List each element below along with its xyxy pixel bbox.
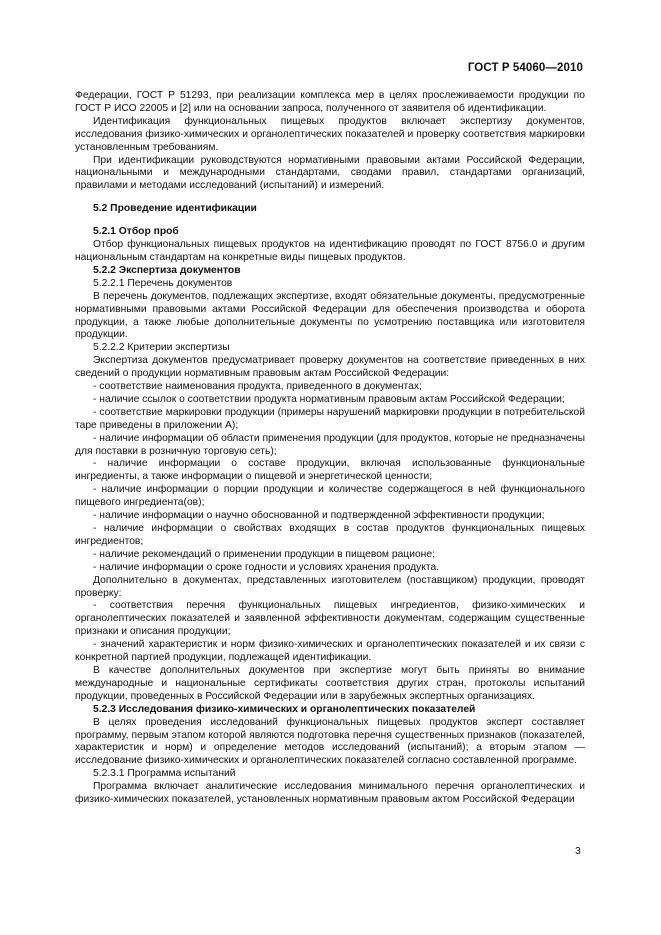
paragraph: Программа включает аналитические исследования минимального перечня органолептических и физико-химических показателей, установленных нормативным правовым актом Российской Федерации [75,781,585,806]
list-item: - наличие информации о порции продукции и количестве содержащегося в ней функционального пищевого ингредиента(ов); [75,484,585,509]
section-heading-5-2-3: 5.2.3 Исследования физико-химических и органолептических показателей [93,703,476,715]
paragraph: В целях проведения исследований функциональных пищевых продуктов эксперт составляет программу, первым этапом которой являются подготовка перечня существенных признаков (показателей, характеристик и норм) и определение методов исследований (испытаний); а вторым этапом — исследование физико-химических и органолептических показателей согласно составленной программе. [75,716,585,767]
section-heading-5-2-2: 5.2.2 Экспертиза документов [93,264,241,276]
paragraph: Идентификация функциональных пищевых продуктов включает экспертизу документов, исследования физико-химических и органолептических показателей и проверку соответствия маркировки установленным требованиям. [75,115,585,153]
list-item: - наличие информации о составе продукции, включая использованные функциональные ингредиенты, а также информации о пищевой и энергетической ценности; [75,458,585,483]
list-item: - наличие ссылок о соответствии продукта нормативным правовым актам Российской Федерации; [93,393,565,405]
document-code-header: ГОСТ Р 54060—2010 [467,62,583,74]
document-body [75,90,585,807]
list-item: - соответствие маркировки продукции (примеры нарушений маркировки продукции в потребительской таре приведены в приложении А); [75,406,585,431]
paragraph: Экспертиза документов предусматривает проверку документов на соответствие приведенных в них сведений о продукции нормативным правовым актам Российской Федерации: [75,355,585,380]
page-number: 3 [575,845,581,857]
paragraph: Дополнительно в документах, представленных изготовителем (поставщиком) продукции, проводят проверку: [75,574,585,599]
subsection-heading-5-2-3-1: 5.2.3.1 Программа испытаний [93,768,236,780]
paragraph: В качестве дополнительных документов при экспертизе могут быть приняты во внимание международные и национальные сертификаты соответствия других стран, протоколы испытаний продукции, проведенных в Российской Федерации или в зарубежных экспертных организациях. [75,664,585,702]
paragraph: Федерации, ГОСТ Р 51293, при реализации комплекса мер в целях прослеживаемости продукции по ГОСТ Р ИСО 22005 и [2] или на основании запроса, полученного от заявителя об идентификации. [75,90,585,114]
list-item: - соответствие наименования продукта, приведенного в документах; [93,381,422,393]
section-heading-5-2: 5.2 Проведение идентификации [93,203,257,215]
subsection-heading-5-2-2-1: 5.2.2.1 Перечень документов [93,277,233,289]
list-item: - значений характеристик и норм физико-химических и органолептических показателей и их связи с конкретной партией продукции, подлежащей идентификации. [75,639,585,664]
list-item: - наличие информации об области применения продукции (для продуктов, которые не предназначены для поставки в розничную торговую сеть); [75,432,585,457]
list-item: - наличие информации о сроке годности и условиях хранения продукта. [93,561,440,573]
paragraph: В перечень документов, подлежащих экспертизе, входят обязательные документы, предусмотренные нормативными правовыми актами Российской Федерации для обеспечения производства и оборота продукции, а также любые дополнительные документы по усмотрению поставщика или изготовителя продукции. [75,290,585,341]
paragraph: При идентификации руководствуются нормативными правовыми актами Российской Федерации, национальными и международными стандартами, сводами правил, стандартами организаций, правилами и методами исследований (испытаний) и измерений. [75,154,585,192]
subsection-heading-5-2-2-2: 5.2.2.2 Критерии экспертизы [93,342,230,354]
list-item: - наличие информации о научно обоснованной и подтвержденной эффективности продукции; [93,510,545,522]
section-heading-5-2-1: 5.2.1 Отбор проб [93,226,179,238]
paragraph: Отбор функциональных пищевых продуктов на идентификацию проводят по ГОСТ 8756.0 и другим национальным стандартам на конкретные виды пищевых продуктов. [75,239,585,263]
list-item: - соответствия перечня функциональных пищевых ингредиентов, физико-химических и органолептических показателей и заявленной эффективности документам, содержащим существенные признаки и описания продукции; [75,600,585,638]
list-item: - наличие информации о свойствах входящих в состав продуктов функциональных пищевых ингредиентов; [75,523,585,547]
list-item: - наличие рекомендаций о применении продукции в пищевом рационе; [93,548,435,560]
